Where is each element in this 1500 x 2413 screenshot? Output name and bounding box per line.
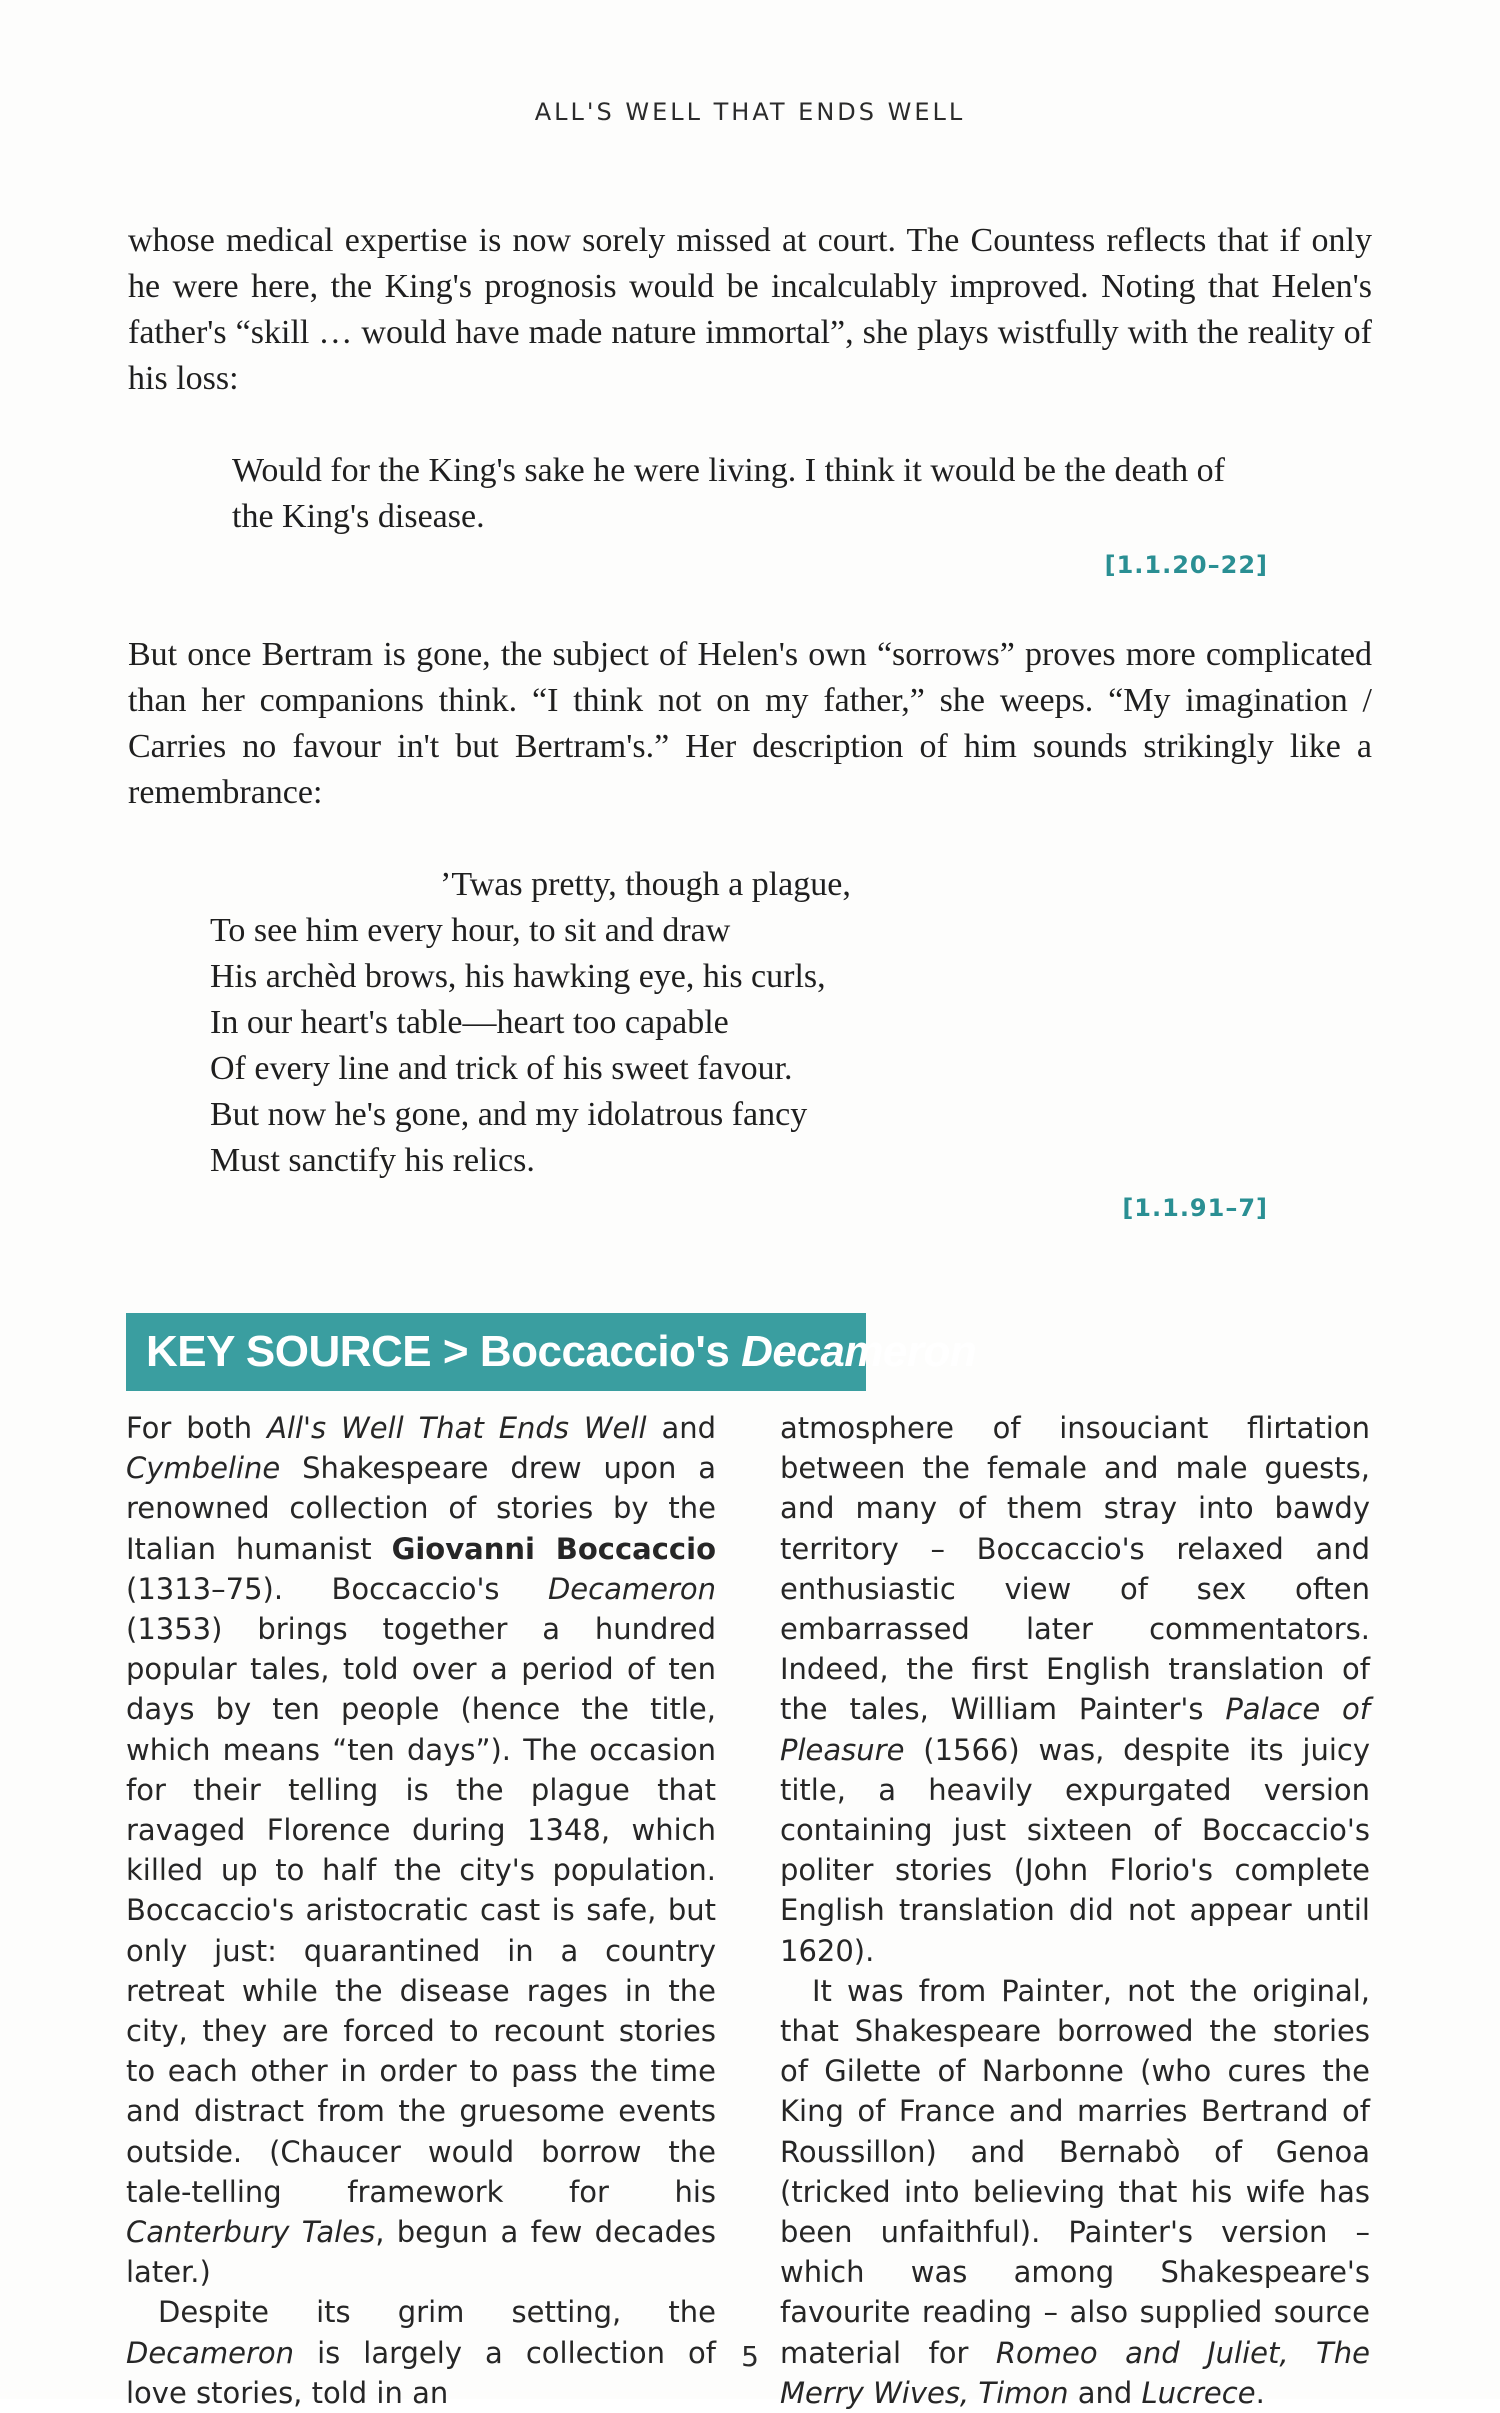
sidebar-paragraph: atmosphere of insouciant flirtation between the female and male guests, and many of them stray into bawdy territory – Boccaccio's relaxed and enthusiastic view of sex often embarrassed later commentators. Indeed, the first English translation of the tales, William Painter's Palace of Pleasure (1566) was, despite its juicy title, a heavily expurgated version containing just sixteen of Boccaccio's politer stories (John Florio's complete English translation did not appear until 1620). xyxy=(780,1411,1370,1968)
body-paragraph-2: But once Bertram is gone, the subject of Helen's own “sorrows” proves more complicated than her companions think. “I think not on my father,” she weeps. “My imagination / Carries no favour in't but Bertram's.” Her description of him sounds strikingly like a remembrance: xyxy=(128,636,1372,811)
sidebar-paragraph: For both All's Well That Ends Well and Cymbeline Shakespeare drew upon a renowned collection of stories by the Italian humanist Giovanni Boccaccio (1313–75). Boccaccio's Decameron (1353) brings together a hundred popular tales, told over a period of ten days by ten people (hence the title, which means “ten days”). The occasion for their telling is the plague that ravaged Florence during 1348, which killed up to half the city's population. Boccaccio's aristocratic cast is safe, but only just: quarantined in a country retreat while the disease rages in the city, they are forced to recount stories to each other in order to pass the time and distract from the gruesome events outside. (Chaucer would borrow the tale-telling framework for his Canterbury Tales, begun a few decades later.) xyxy=(126,1411,716,2290)
sidebar-paragraph: It was from Painter, not the original, that Shakespeare borrowed the stories of Gilette of Narbonne (who cures the King of France and marries Bertrand of Roussillon) and Bernabò of Genoa (tricked into believing that his wife has been unfaithful). Painter's version – which was among Shakespeare's favourite reading – also supplied source material for Romeo and Juliet, The Merry Wives, Timon and Lucrece. xyxy=(780,1973,1370,2410)
key-source-label: KEY SOURCE xyxy=(146,1327,432,1376)
key-source-title: Boccaccio's xyxy=(479,1327,730,1376)
sidebar-right-column xyxy=(780,1408,1370,2413)
verse-line: Of every line and trick of his sweet favour. xyxy=(210,1050,793,1087)
quotation-citation: [1.1.20–22] xyxy=(1104,551,1268,579)
key-source-banner xyxy=(126,1313,977,1391)
verse-line: ’Twas pretty, though a plague, xyxy=(440,866,851,903)
body-paragraph-1: whose medical expertise is now sorely missed at court. The Countess reflects that if only he were here, the King's prognosis would be incalculably improved. Noting that Helen's father's “skill … would have made nature immortal”, she plays wistfully with the reality of his loss: xyxy=(128,222,1372,397)
verse-citation: [1.1.91–7] xyxy=(1122,1194,1268,1222)
verse-quotation xyxy=(210,862,1210,1184)
verse-line: In our heart's table—heart too capable xyxy=(210,1004,729,1041)
verse-line: To see him every hour, to sit and draw xyxy=(210,912,731,949)
key-source-title-italic: Decameron xyxy=(741,1327,977,1376)
verse-line: His archèd brows, his hawking eye, his curls, xyxy=(210,958,826,995)
sidebar-left-column xyxy=(126,1408,716,2413)
chevron-right-icon: > xyxy=(442,1327,469,1376)
verse-line: Must sanctify his relics. xyxy=(210,1142,535,1179)
verse-line: But now he's gone, and my idolatrous fancy xyxy=(210,1096,808,1133)
sidebar-paragraph: Despite its grim setting, the Decameron is largely a collection of love stories, told in an xyxy=(126,2295,716,2410)
page-number: 5 xyxy=(741,2340,759,2373)
prose-quotation: Would for the King's sake he were living. I think it would be the death of the King's disease. xyxy=(232,452,1225,535)
running-head: ALL'S WELL THAT ENDS WELL xyxy=(534,98,966,126)
